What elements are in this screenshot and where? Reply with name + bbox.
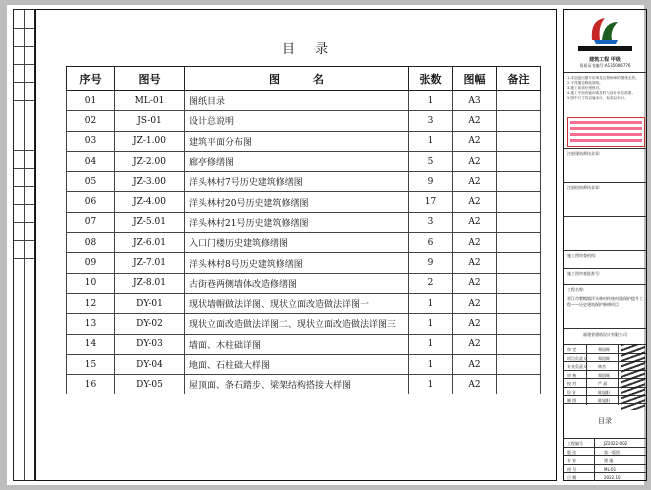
cert-number: 资质证书编号:A135006776 [579, 63, 631, 68]
review-stamp [567, 117, 645, 147]
cell-remarks [497, 375, 541, 395]
cell-drawing-name: 图纸目录 [185, 91, 409, 111]
table-row [67, 314, 541, 334]
divider [564, 148, 646, 149]
binding-cell [14, 186, 34, 187]
cell-drawing-no: JS-01 [115, 111, 185, 131]
sign-person: 林杰 [598, 364, 606, 369]
cell-seq: 09 [67, 253, 115, 273]
sign-role: 制 图 [567, 398, 577, 403]
cell-drawing-no: JZ-3.00 [115, 172, 185, 192]
cell-drawing-no: ML-01 [115, 91, 185, 111]
cell-remarks [497, 233, 541, 253]
divider [564, 182, 646, 183]
project-label: 工程名称: [567, 287, 585, 292]
sign-person: 严 晶 [598, 381, 608, 386]
cell-sheet-count: 1 [409, 354, 453, 374]
cell-drawing-name: 现状立面改造做法详图二、现状立面改造做法详图三 [185, 314, 409, 334]
cell-paper-size: A2 [453, 151, 497, 171]
cell-remarks [497, 334, 541, 354]
header-sheet-count: 张数 [409, 67, 453, 91]
cell-sheet-count: 1 [409, 375, 453, 395]
cell-sheet-count: 17 [409, 192, 453, 212]
table-row [67, 212, 541, 232]
table-row [67, 151, 541, 171]
stamp-line [570, 139, 642, 142]
binding-cell [14, 28, 34, 29]
info-key: 日 期 [567, 475, 577, 480]
cell-drawing-no: DY-04 [115, 354, 185, 374]
table-row [67, 293, 541, 313]
info-key: 版 次 [567, 449, 577, 455]
cell-sheet-count: 5 [409, 151, 453, 171]
note-line: 5.图中尺寸均以毫米计，标高以米计。 [567, 96, 628, 100]
binding-cell [14, 258, 34, 259]
table-row [67, 192, 541, 212]
binding-cell [14, 64, 34, 65]
info-value: 建 施 [604, 458, 614, 463]
cell-seq: 03 [67, 131, 115, 151]
cell-paper-size: A2 [453, 293, 497, 313]
cert-title: 建筑工程 甲级 [589, 57, 621, 63]
logo-mark-icon [564, 10, 646, 54]
cell-seq: 12 [67, 293, 115, 313]
cell-drawing-no: DY-03 [115, 334, 185, 354]
cell-remarks [497, 131, 541, 151]
sign-role: 专业负责人 [567, 364, 587, 369]
cell-remarks [497, 111, 541, 131]
note-line: 2.不得擅自修改图纸。 [567, 81, 603, 85]
table-row [67, 172, 541, 192]
info-key: 图 号 [567, 466, 577, 472]
drawing-sheet [7, 5, 644, 485]
cell-seq: 02 [67, 111, 115, 131]
cell-paper-size: A3 [453, 91, 497, 111]
signature-mark [621, 344, 645, 410]
cell-remarks [497, 354, 541, 374]
cell-sheet-count: 3 [409, 212, 453, 232]
cell-seq: 10 [67, 273, 115, 293]
cell-remarks [497, 151, 541, 171]
design-company: 福建省建筑设计有限公司 [583, 332, 627, 337]
divider [564, 268, 646, 269]
cell-drawing-name: 现状墙帽做法详图、现状立面改造做法详图一 [185, 293, 409, 313]
cell-sheet-count: 3 [409, 111, 453, 131]
cell-seq: 14 [67, 334, 115, 354]
cell-seq: 01 [67, 91, 115, 111]
cell-remarks [497, 212, 541, 232]
header-paper-size: 图幅 [453, 67, 497, 91]
cell-drawing-no: JZ-1.00 [115, 131, 185, 151]
stamp-line [570, 121, 642, 124]
table-row [67, 91, 541, 111]
info-value: 第一版图 [604, 449, 620, 455]
cell-paper-size: A2 [453, 172, 497, 192]
review-agency-label: 施工图审查机构: [567, 253, 597, 258]
cell-paper-size: A2 [453, 212, 497, 232]
table-row [67, 375, 541, 395]
cell-sheet-count: 6 [409, 233, 453, 253]
cell-remarks [497, 91, 541, 111]
cell-drawing-name: 入口门楼历史建筑修缮图 [185, 233, 409, 253]
sign-role: 审 核 [567, 372, 577, 378]
cell-drawing-no: JZ-6.01 [115, 233, 185, 253]
info-key: 专 业 [567, 458, 577, 463]
cell-drawing-no: JZ-2.00 [115, 151, 185, 171]
table-row [67, 273, 541, 293]
info-value: ML-01 [604, 466, 617, 472]
cell-drawing-no: JZ-4.00 [115, 192, 185, 212]
cell-drawing-name: 洋头林村7号历史建筑修缮图 [185, 172, 409, 192]
cell-paper-size: A2 [453, 334, 497, 354]
table-row [67, 253, 541, 273]
cell-paper-size: A2 [453, 314, 497, 334]
cell-seq: 05 [67, 172, 115, 192]
header-drawing-no: 图号 [115, 67, 185, 91]
cell-sheet-count: 1 [409, 314, 453, 334]
binding-cell [14, 204, 34, 205]
cell-seq: 04 [67, 151, 115, 171]
cell-seq: 15 [67, 354, 115, 374]
header-remarks: 备注 [497, 67, 541, 91]
cell-drawing-name: 设计总说明 [185, 111, 409, 131]
info-value: JZ2022-002 [604, 441, 628, 446]
header-seq: 序号 [67, 67, 115, 91]
cell-paper-size: A2 [453, 354, 497, 374]
binding-cell [14, 82, 34, 83]
cell-paper-size: A2 [453, 233, 497, 253]
table-row [67, 354, 541, 374]
cell-paper-size: A2 [453, 375, 497, 395]
stamp-line [570, 133, 642, 136]
cell-drawing-name: 古街巷两侧墙体改造修缮图 [185, 273, 409, 293]
cell-drawing-no: JZ-8.01 [115, 273, 185, 293]
cell-remarks [497, 253, 541, 273]
cell-drawing-name: 洋头林村8号历史建筑修缮图 [185, 253, 409, 273]
table-row [67, 233, 541, 253]
cell-drawing-name: 洋头林村21号历史建筑修缮图 [185, 212, 409, 232]
cell-paper-size: A2 [453, 273, 497, 293]
divider [564, 284, 646, 285]
divider [564, 216, 646, 217]
cell-drawing-name: 建筑平面分布图 [185, 131, 409, 151]
structural-seal-label: 注册结构师执业章: [567, 185, 601, 190]
title-block [563, 9, 647, 481]
cell-sheet-count: 1 [409, 293, 453, 313]
table-row [67, 111, 541, 131]
sign-role: 设 计 [567, 389, 577, 395]
binding-strip [13, 9, 35, 481]
info-divider [594, 473, 595, 481]
cell-sheet-count: 1 [409, 131, 453, 151]
cell-paper-size: A2 [453, 111, 497, 131]
project-name: 晋江市紫帽镇洋头林村传统村落保护提升工程——历史建筑保护修缮项目 [567, 296, 643, 307]
binding-cell [14, 222, 34, 223]
review-approval-label: 施工图审查批准号: [567, 271, 601, 276]
note-line: 1.未加盖出图专用章及注册师章的图纸无效。 [567, 76, 639, 80]
sign-person: 陈旭阳 [598, 398, 610, 403]
cell-drawing-name: 墙面、木柱础详图 [185, 334, 409, 354]
cell-drawing-name: 洋头林村20号历史建筑修缮图 [185, 192, 409, 212]
cell-paper-size: A2 [453, 192, 497, 212]
cell-drawing-no: DY-02 [115, 314, 185, 334]
cell-drawing-no: JZ-7.01 [115, 253, 185, 273]
header-drawing-name: 图 名 [185, 67, 409, 91]
sign-role: 审 定 [567, 347, 577, 352]
cell-remarks [497, 192, 541, 212]
table-header-row [67, 67, 541, 91]
cell-drawing-no: DY-05 [115, 375, 185, 395]
sign-person: 郑国辉 [598, 372, 610, 378]
cell-sheet-count: 1 [409, 334, 453, 354]
cell-remarks [497, 172, 541, 192]
cell-drawing-no: JZ-5.01 [115, 212, 185, 232]
cell-remarks [497, 273, 541, 293]
binding-cell [14, 168, 34, 169]
info-key: 工程编号 [567, 441, 583, 446]
sign-role: 项目负责人 [567, 355, 587, 361]
drawing-index-table [66, 66, 541, 394]
notes [567, 76, 645, 101]
page-title: 目 录 [282, 42, 337, 57]
cell-seq: 07 [67, 212, 115, 232]
info-value: 2022.10 [604, 475, 621, 480]
cell-sheet-count: 1 [409, 91, 453, 111]
binding-cell [14, 150, 34, 151]
cell-seq: 08 [67, 233, 115, 253]
sign-person: 郑国辉 [598, 355, 610, 361]
cell-seq: 06 [67, 192, 115, 212]
cell-sheet-count: 9 [409, 172, 453, 192]
cell-seq: 16 [67, 375, 115, 395]
cell-paper-size: A2 [453, 253, 497, 273]
drawing-name: 目录 [598, 417, 612, 425]
binding-cell [14, 100, 34, 101]
divider [564, 328, 646, 329]
cell-remarks [497, 314, 541, 334]
note-line: 4.施工中如有疑问请及时与设计单位联系。 [567, 91, 636, 95]
cell-drawing-name: 屋顶面、条石踏步、梁架结构搭接大样图 [185, 375, 409, 395]
sign-person: 郑国辉 [598, 347, 610, 352]
cell-remarks [497, 293, 541, 313]
cell-drawing-name: 地面、石柱础大样图 [185, 354, 409, 374]
cell-sheet-count: 9 [409, 253, 453, 273]
stamp-line [570, 127, 642, 130]
sign-person: 陈旭阳 [598, 389, 610, 395]
binding-cell [14, 240, 34, 241]
binding-divider [24, 10, 25, 480]
cell-paper-size: A2 [453, 131, 497, 151]
divider [564, 403, 646, 404]
cell-drawing-name: 廊亭修缮图 [185, 151, 409, 171]
divider [564, 250, 646, 251]
cell-drawing-no: DY-01 [115, 293, 185, 313]
info-row [564, 472, 646, 481]
cell-seq: 13 [67, 314, 115, 334]
cell-sheet-count: 2 [409, 273, 453, 293]
binding-cell [14, 46, 34, 47]
note-line: 3.施工前请仔细核对。 [567, 86, 603, 90]
table-row [67, 334, 541, 354]
sign-role: 校 对 [567, 381, 577, 386]
table-row [67, 131, 541, 151]
architect-seal-label: 注册建筑师执业章: [567, 151, 601, 156]
